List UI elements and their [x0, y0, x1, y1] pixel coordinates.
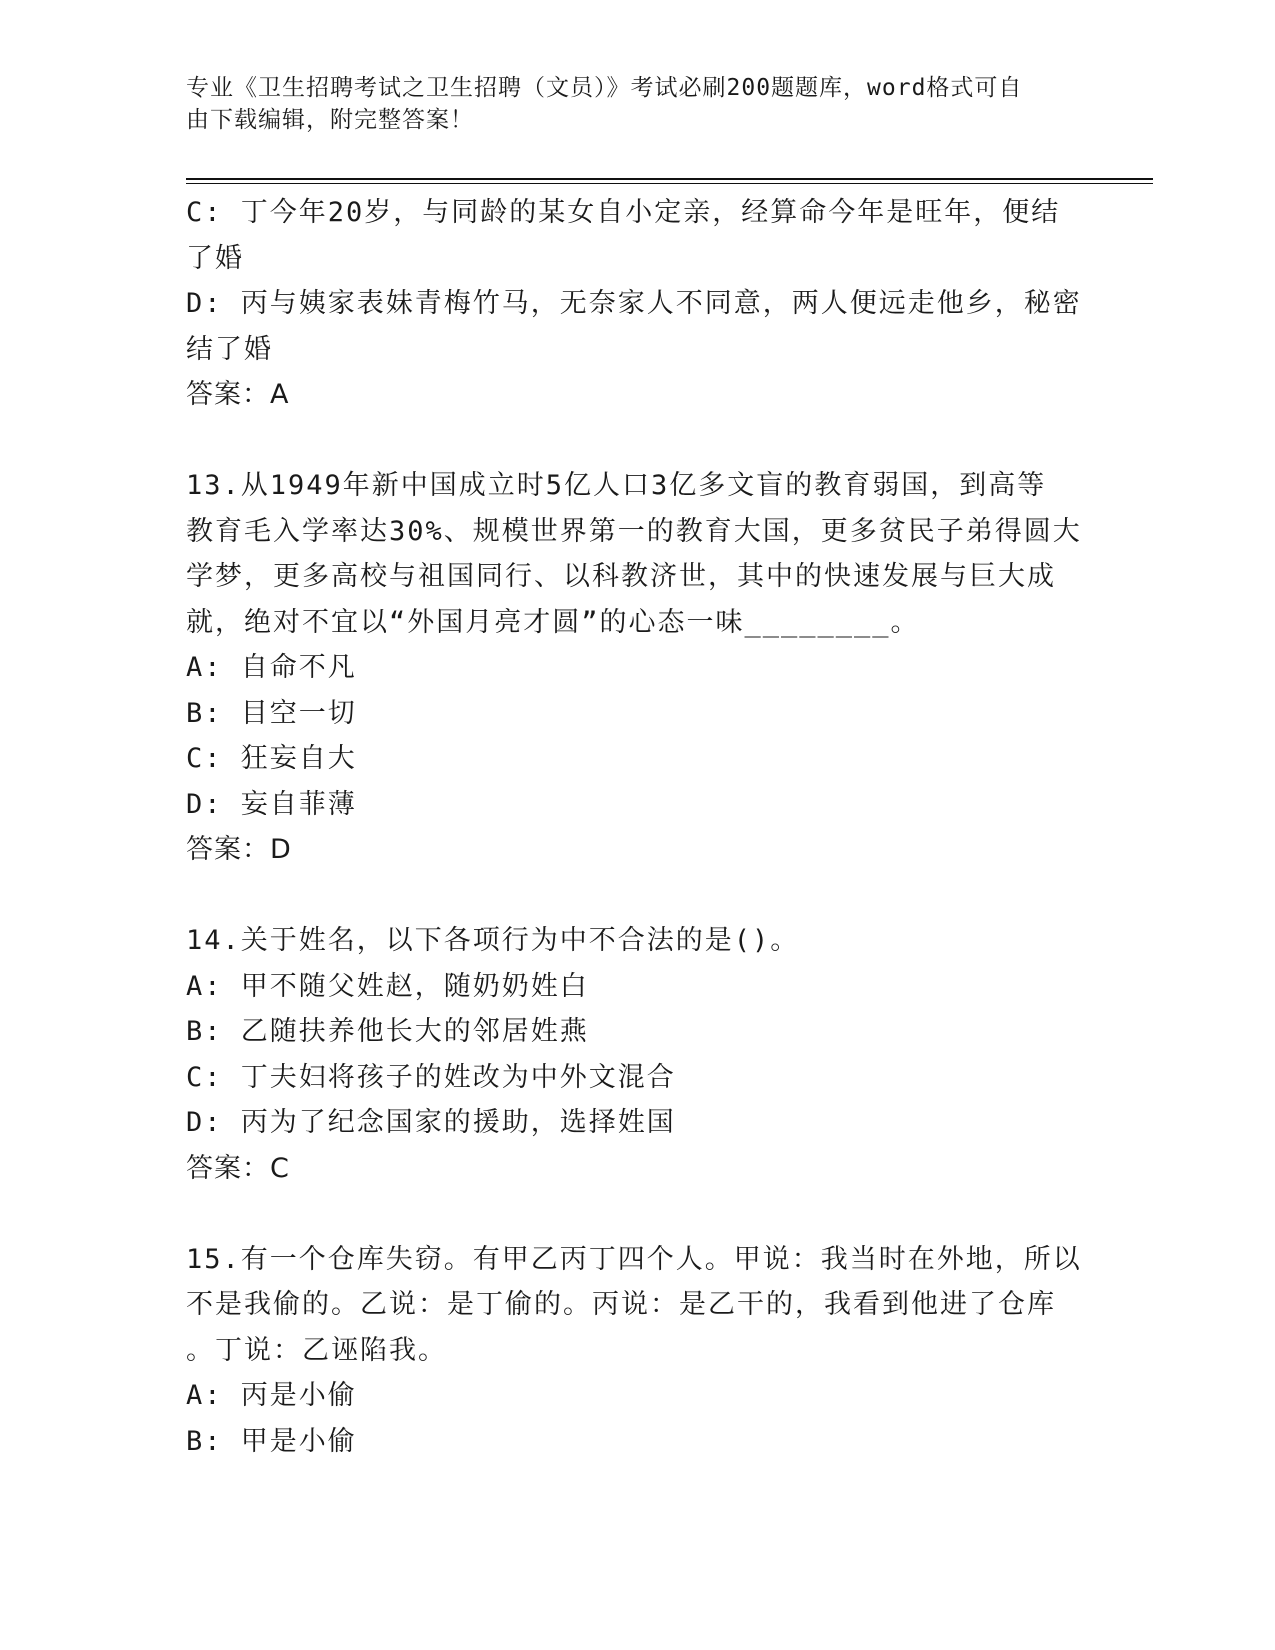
answer-14: 答案：C [186, 1152, 290, 1184]
question-13-stem-4: 就，绝对不宜以“外国月亮才圆”的心态一味________。 [186, 606, 920, 638]
option-c-line-1: C: 丁今年20岁，与同龄的某女自小定亲，经算命今年是旺年，便结 [186, 197, 1061, 228]
question-14-stem-1: 14.关于姓名，以下各项行为中不合法的是()。 [186, 925, 800, 956]
question-14 [186, 918, 1086, 1191]
question-13-option-c: C: 狂妄自大 [186, 743, 357, 774]
question-14-option-c: C: 丁夫妇将孩子的姓改为中外文混合 [186, 1061, 676, 1093]
question-13-option-a: A: 自命不凡 [186, 652, 357, 683]
header-line-2: 由下载编辑，附完整答案！ [186, 107, 474, 133]
question-15-stem-3: 。丁说：乙诬陷我。 [186, 1334, 447, 1366]
question-15-option-b: B: 甲是小偷 [186, 1425, 357, 1457]
question-14-option-a: A: 甲不随父姓赵，随奶奶姓白 [186, 970, 589, 1002]
option-d-line-1: D: 丙与姨家表妹青梅竹马，无奈家人不同意，两人便远走他乡，秘密 [186, 288, 1082, 319]
spacer [186, 1191, 1086, 1237]
question-15-stem-2: 不是我偷的。乙说：是丁偷的。丙说：是乙干的，我看到他进了仓库 [186, 1289, 1056, 1320]
question-12-tail [186, 190, 1086, 418]
question-13-option-b: B: 目空一切 [186, 697, 357, 729]
header-line-1: 专业《卫生招聘考试之卫生招聘（文员）》考试必刷200题题库，word格式可自 [186, 75, 1023, 101]
header-rule-thick [186, 178, 1153, 180]
spacer [186, 418, 1086, 464]
question-13-option-d: D: 妄自菲薄 [186, 788, 357, 820]
question-15-option-a: A: 丙是小偷 [186, 1380, 357, 1411]
question-15 [186, 1237, 1086, 1465]
header-rule-thin [186, 183, 1153, 184]
question-13-stem-1: 13.从1949年新中国成立时5亿人口3亿多文盲的教育弱国，到高等 [186, 470, 1047, 501]
document-body [186, 190, 1086, 1464]
question-14-option-b: B: 乙随扶养他长大的邻居姓燕 [186, 1016, 589, 1047]
spacer [186, 873, 1086, 919]
answer-12: 答案：A [186, 379, 290, 410]
question-13-stem-2: 教育毛入学率达30%、规模世界第一的教育大国，更多贫民子弟得圆大 [186, 515, 1082, 547]
question-13-stem-3: 学梦，更多高校与祖国同行、以科教济世，其中的快速发展与巨大成 [186, 561, 1056, 592]
question-15-stem-1: 15.有一个仓库失窃。有甲乙丙丁四个人。甲说：我当时在外地，所以 [186, 1243, 1082, 1275]
option-c-line-2: 了婚 [186, 242, 244, 274]
document-header [186, 72, 1086, 136]
option-d-line-2: 结了婚 [186, 333, 273, 365]
question-13 [186, 463, 1086, 873]
question-14-option-d: D: 丙为了纪念国家的援助，选择姓国 [186, 1107, 676, 1138]
answer-13: 答案：D [186, 834, 292, 865]
